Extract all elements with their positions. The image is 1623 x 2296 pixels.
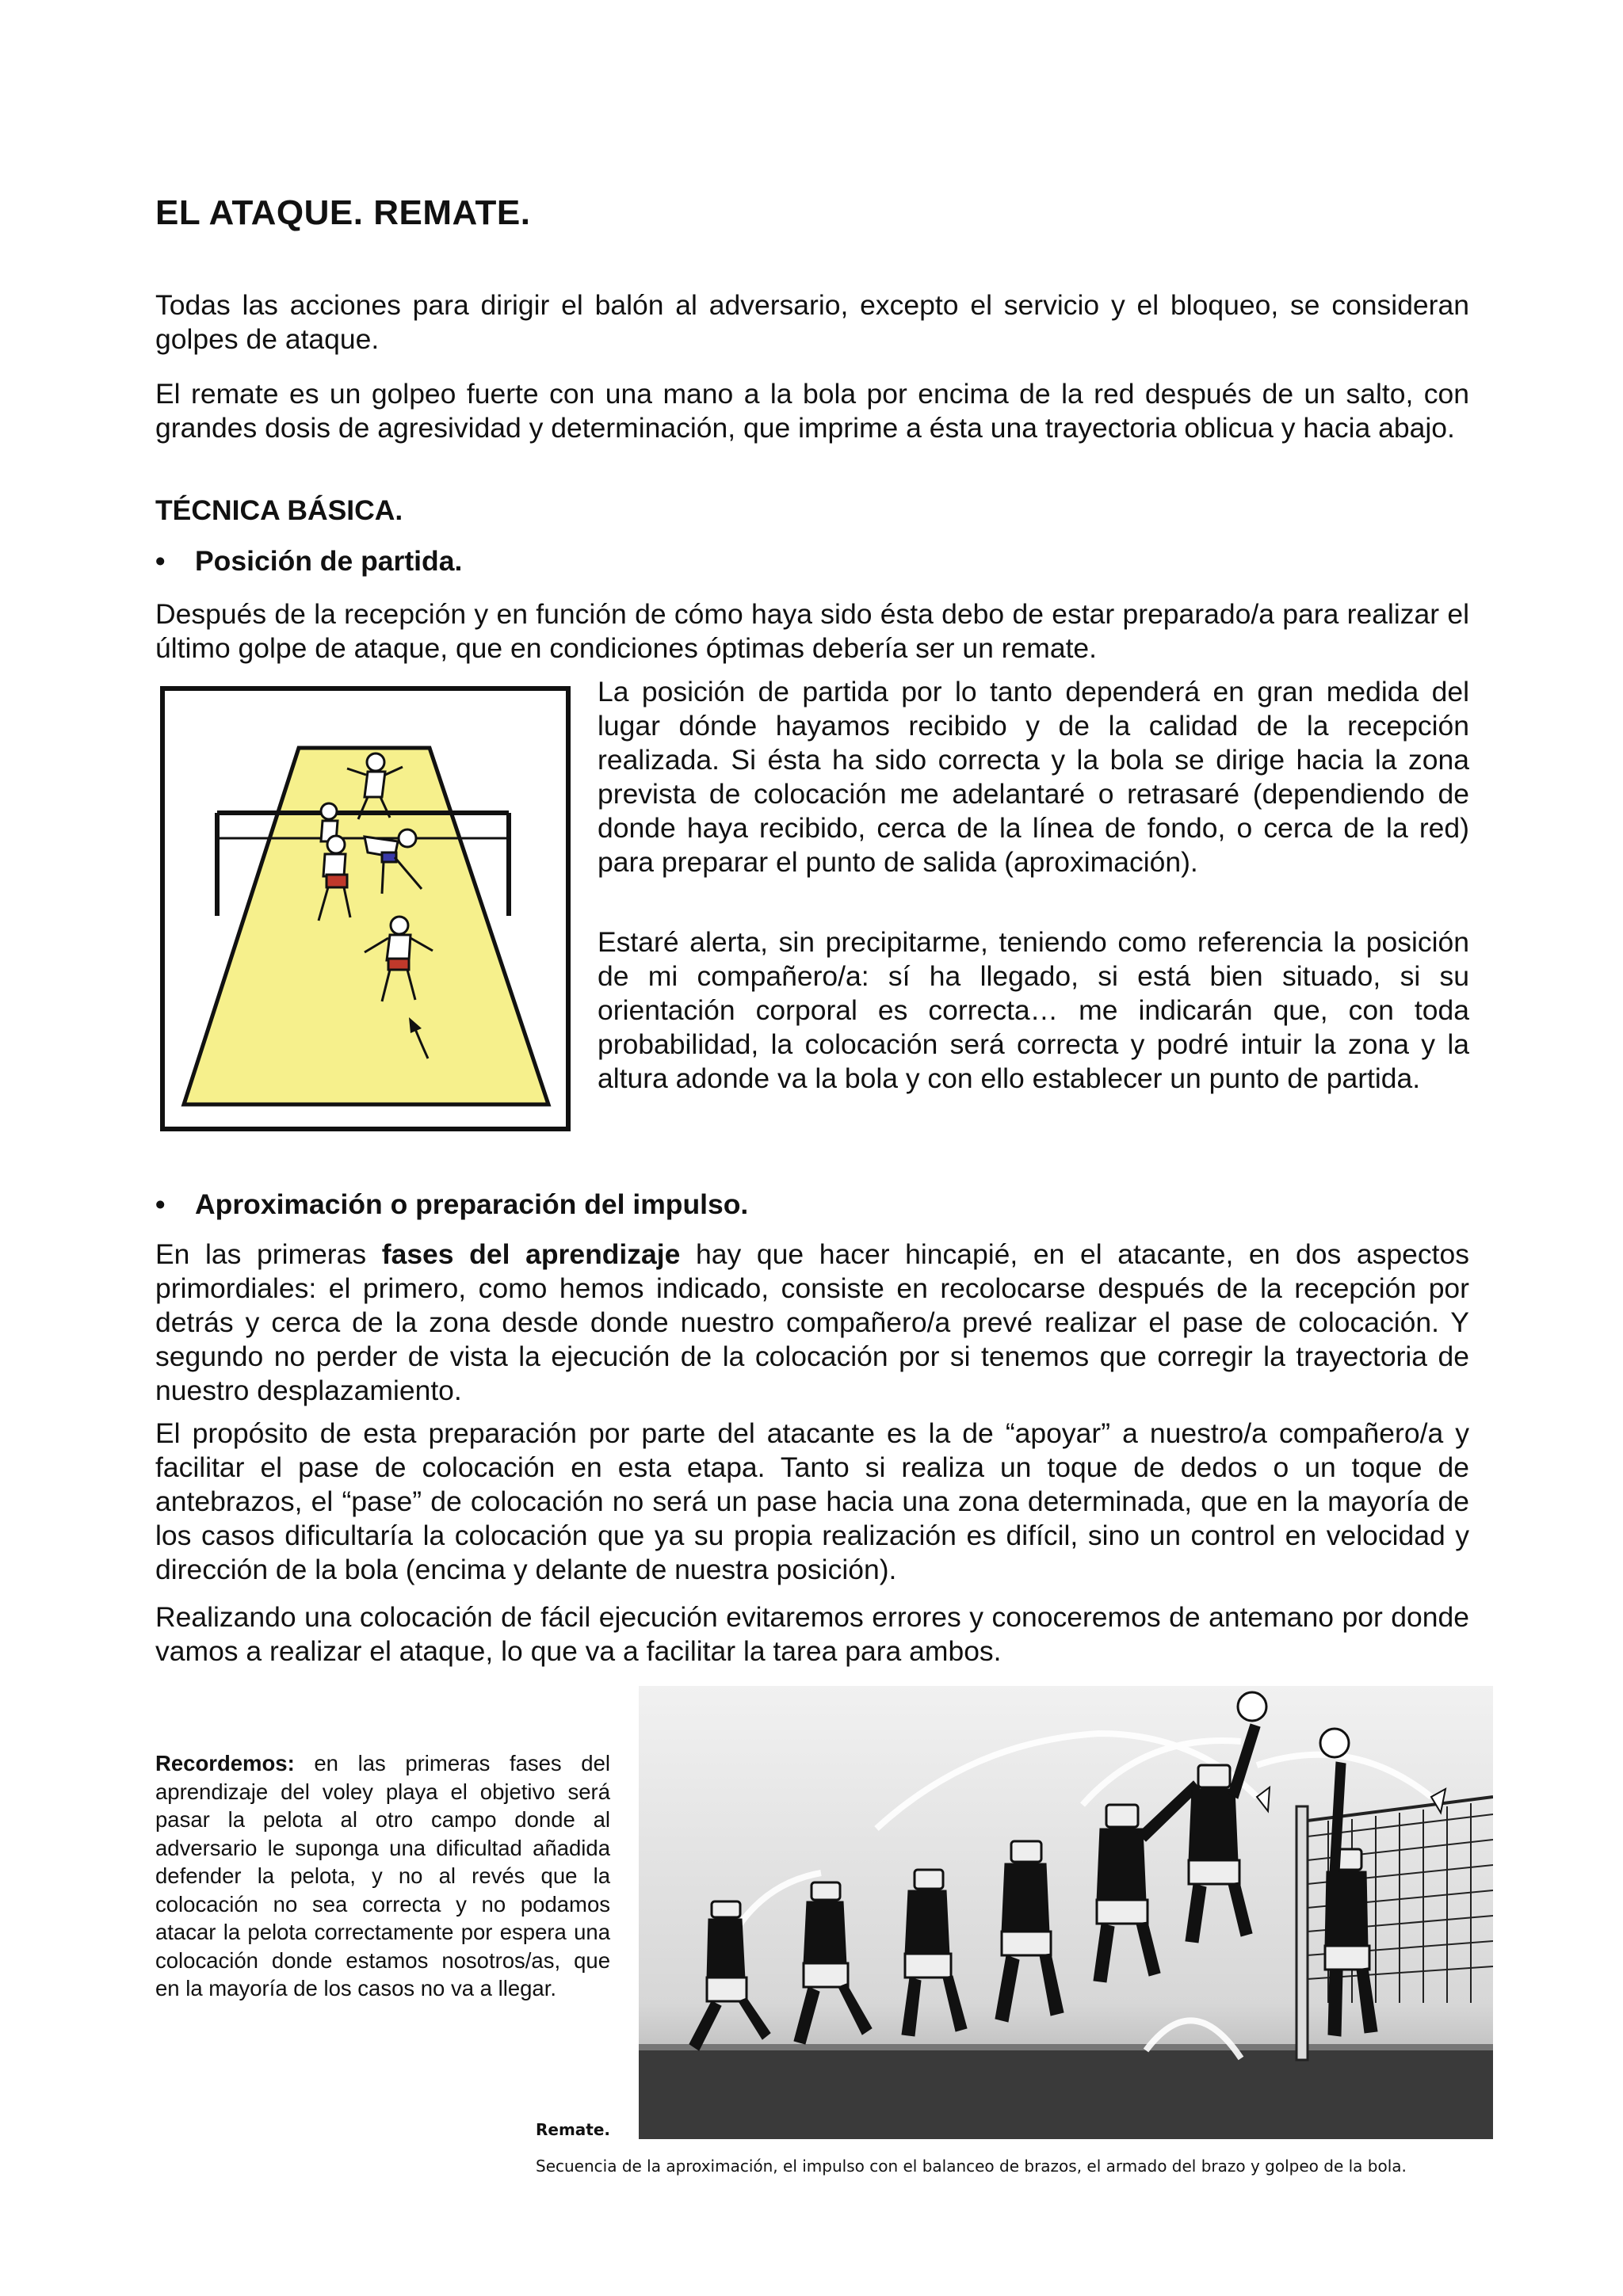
page-title: EL ATAQUE. REMATE. xyxy=(155,193,531,232)
floor xyxy=(639,2044,1493,2139)
court-diagram xyxy=(160,686,571,1131)
bullet-position-label: Posición de partida. xyxy=(195,545,463,577)
bullet-approach-label: Aproximación o preparación del impulso. xyxy=(195,1188,749,1220)
ball-icon xyxy=(1238,1692,1266,1721)
bullet-dot: • xyxy=(155,545,166,577)
figure-caption-title: Remate. xyxy=(536,2120,611,2139)
bullet-approach xyxy=(155,1188,748,1221)
approach-paragraph-3: Realizando una colocación de fácil ejecución evitaremos errores y conoceremos de antemano por donde vamos a realizar el ataque, lo que va a facilitar la tarea para ambos. xyxy=(155,1601,1469,1667)
bullet-position xyxy=(155,545,462,578)
approach-paragraph-2: El propósito de esta preparación por parte del atacante es la de “apoyar” a nuestro/a compañero/a y facilitar el pase de colocación en esta etapa. Tanto si realiza un toque de dedos o un toque de antebrazos, el “pase” de colocación no será un pase hacia una zona determinada, que en la mayoría de los casos dificultaría la colocación que ya su propia realización es difícil, sino un control en velocidad y dirección de la bola (encima y delante de nuestra posición). xyxy=(155,1417,1469,1585)
note-label: Recordemos: xyxy=(155,1751,295,1775)
court-diagram-svg xyxy=(160,686,571,1131)
floor-line xyxy=(639,2044,1493,2050)
figure-caption-text: Secuencia de la aproximación, el impulso con el balanceo de brazos, el armado del brazo y golpeo de la bola. xyxy=(536,2157,1407,2176)
bullet-dot: • xyxy=(155,1188,166,1220)
intro-paragraph-1: Todas las acciones para dirigir el balón al adversario, excepto el servicio y el bloqueo, se consideran golpes de ataque. xyxy=(155,289,1469,355)
approach-paragraph-1 xyxy=(155,1238,1469,1408)
approach-p1-bold: fases del aprendizaje xyxy=(381,1238,681,1270)
note-text: en las primeras fases del aprendizaje del voley playa el objetivo será pasar la pelota al otro campo donde al adversario le suponga una dificultad añadida defender la pelota, y no al revés que la colocación no sea correcta y no podamos atacar la pelota correctamente por espera una colocación donde estamos nosotros/as, que en la mayoría de los casos no va a llegar. xyxy=(155,1751,610,2000)
section-heading: TÉCNICA BÁSICA. xyxy=(155,494,403,526)
recordemos-note xyxy=(155,1749,610,2003)
position-paragraph-2: La posición de partida por lo tanto dependerá en gran medida del lugar dónde hayamos recibido y de la calidad de la recepción realizada. Si ésta ha sido correcta y la bola se dirige hacia la zona prevista de colocación me adelantaré o retrasaré (dependiendo de donde haya recibido, cerca de la línea de fondo, o cerca de la red) para preparar el punto de salida (aproximación). xyxy=(598,676,1469,878)
spike-sequence-figure xyxy=(639,1686,1493,2139)
position-paragraph-1: Después de la recepción y en función de cómo haya sido ésta debo de estar preparado/a para realizar el último golpe de ataque, que en condiciones óptimas debería ser un remate. xyxy=(155,598,1469,664)
approach-p1-post: hay que hacer hincapié, en el atacante, en dos aspectos primordiales: el primero, como hemos indicado, consiste en recolocarse después de la recepción por detrás y cerca de la zona desde donde nuestro compañero/a prevé realizar el pase de colocación. Y segundo no perder de vista la ejecución de la colocación por si tenemos que corregir la trayectoria de nuestro desplazamiento. xyxy=(155,1238,1469,1406)
ball-icon xyxy=(1320,1729,1349,1757)
intro-paragraph-2: El remate es un golpeo fuerte con una mano a la bola por encima de la red después de un salto, con grandes dosis de agresividad y determinación, que imprime a ésta una trayectoria oblicua y hacia abajo. xyxy=(155,378,1469,444)
spike-sequence-svg xyxy=(639,1686,1493,2139)
position-paragraph-3: Estaré alerta, sin precipitarme, teniendo como referencia la posición de mi compañero/a: sí ha llegado, si está bien situado, si su orientación corporal es correcta… me indicarán que, con toda probabilidad, la colocación será correcta y podré intuir la zona y la altura adonde va la bola y con ello establecer un punto de partida. xyxy=(598,926,1469,1094)
approach-p1-pre: En las primeras xyxy=(155,1238,382,1270)
